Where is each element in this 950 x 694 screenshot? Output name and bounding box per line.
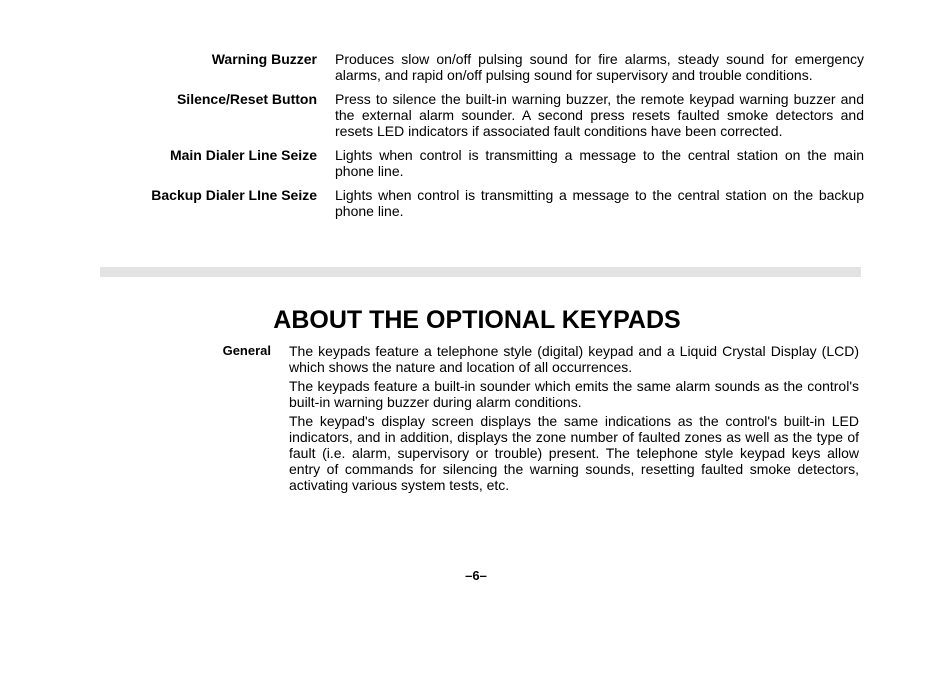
general-section [100,343,860,496]
definition-description: Lights when control is transmitting a message to the central station on the main phone line. [335,147,864,179]
general-label: General [222,343,271,358]
general-paragraph: The keypad's display screen displays the same indications as the control's built-in LED indicators, and in addition, displays the zone number of faulted zones as well as the type of fault (i.e. alarm, supervisory or trouble) present. The telephone style keypad keys allow entry of commands for silencing the warning sounds, resetting faulted smoke detectors, activating various system tests, etc. [289,413,859,493]
definition-row-backup-dialer-line-seize [100,187,864,219]
general-body [289,343,859,496]
definition-row-silence-reset-button [100,91,864,139]
general-paragraph: The keypads feature a built-in sounder which emits the same alarm sounds as the control's built-in warning buzzer during alarm conditions. [289,378,859,410]
definition-term: Silence/Reset Button [176,91,317,107]
definition-term: Main Dialer Line Seize [169,147,317,163]
definition-row-main-dialer-line-seize [100,147,864,179]
definition-description: Press to silence the built-in warning buzzer, the remote keypad warning buzzer and the external alarm sounder. A second press resets faulted smoke detectors and resets LED indicators if associated fault conditions have been corrected. [335,91,864,139]
section-divider [100,267,861,277]
definition-row-warning-buzzer [100,51,864,83]
general-paragraph: The keypads feature a telephone style (digital) keypad and a Liquid Crystal Display (LCD) which shows the nature and location of all occurrences. [289,343,859,375]
section-title: ABOUT THE OPTIONAL KEYPADS [273,306,681,334]
definition-description: Produces slow on/off pulsing sound for fire alarms, steady sound for emergency alarms, and rapid on/off pulsing sound for supervisory and trouble conditions. [335,51,864,83]
page-number: –6– [465,568,487,583]
definition-description: Lights when control is transmitting a message to the central station on the backup phone line. [335,187,864,219]
definition-term: Warning Buzzer [211,51,317,67]
indicator-definition-list [100,51,864,227]
definition-term: Backup Dialer LIne Seize [151,187,317,203]
